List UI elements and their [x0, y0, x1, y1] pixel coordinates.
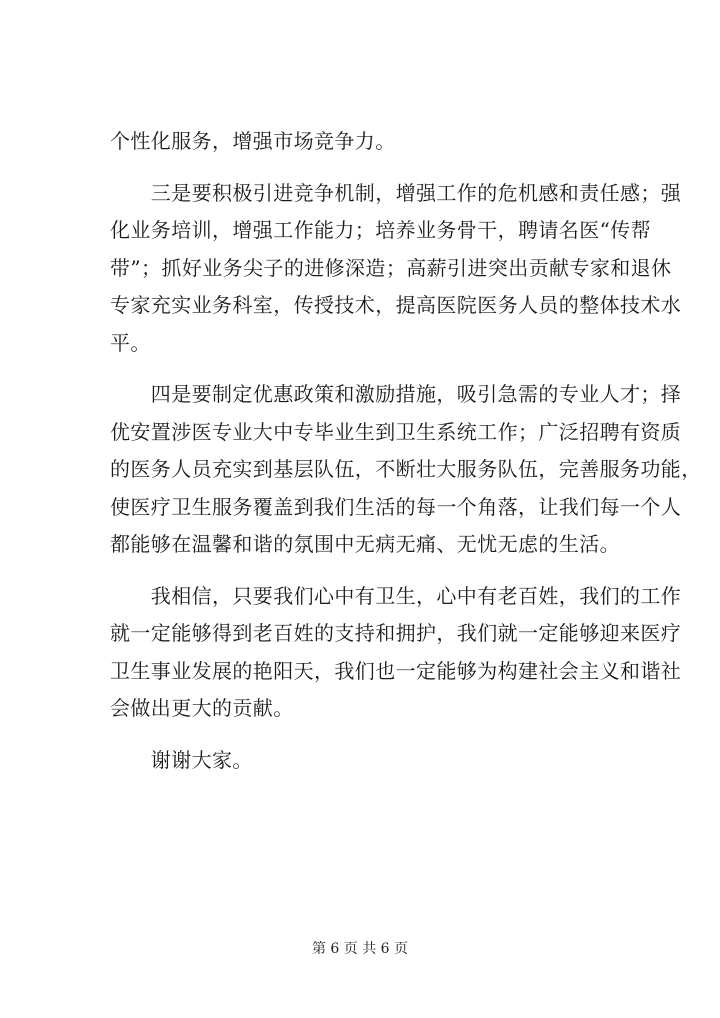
text-line: 化业务培训，增强工作能力；培养业务骨干，聘请名医“传帮 — [110, 218, 652, 242]
text-line: 会做出更大的贡献。 — [110, 696, 294, 720]
text-line: 个性化服务，增强市场竞争力。 — [110, 129, 396, 153]
document-body — [110, 123, 702, 779]
paragraph-competition-mechanism — [110, 175, 682, 363]
page-number-footer: 第 6 页 共 6 页 — [311, 941, 409, 957]
paragraph-continuation — [110, 123, 620, 161]
text-line: 的医务人员充实到基层队伍，不断壮大服务队伍，完善服务功能， — [110, 457, 702, 481]
text-line: 都能够在温馨和谐的氛围中无病无痛、无忧无虑的生活。 — [110, 532, 620, 556]
paragraph-thanks — [110, 742, 620, 780]
paragraph-incentive-policy — [110, 376, 702, 564]
paragraph-belief — [110, 578, 682, 728]
text-line: 四是要制定优惠政策和激励措施，吸引急需的专业人才；择 — [110, 382, 682, 406]
text-line: 我相信，只要我们心中有卫生，心中有老百姓，我们的工作 — [110, 583, 682, 608]
text-line: 带”；抓好业务尖子的进修深造；高薪引进突出贡献专家和退休 — [110, 255, 672, 280]
text-line: 卫生事业发展的艳阳天，我们也一定能够为构建社会主义和谐社 — [110, 658, 682, 683]
text-line: 三是要积极引进竞争机制，增强工作的危机感和责任感；强 — [110, 180, 682, 205]
text-line: 平。 — [110, 330, 151, 355]
text-line: 就一定能够得到老百姓的支持和拥护，我们就一定能够迎来医疗 — [110, 621, 682, 645]
text-line: 使医疗卫生服务覆盖到我们生活的每一个角落，让我们每一个人 — [110, 494, 682, 519]
text-line: 专家充实业务科室，传授技术，提高医院医务人员的整体技术水 — [110, 293, 682, 317]
text-line: 优安置涉医专业大中专毕业生到卫生系统工作；广泛招聘有资质 — [110, 419, 682, 444]
text-line: 谢谢大家。 — [110, 747, 253, 772]
